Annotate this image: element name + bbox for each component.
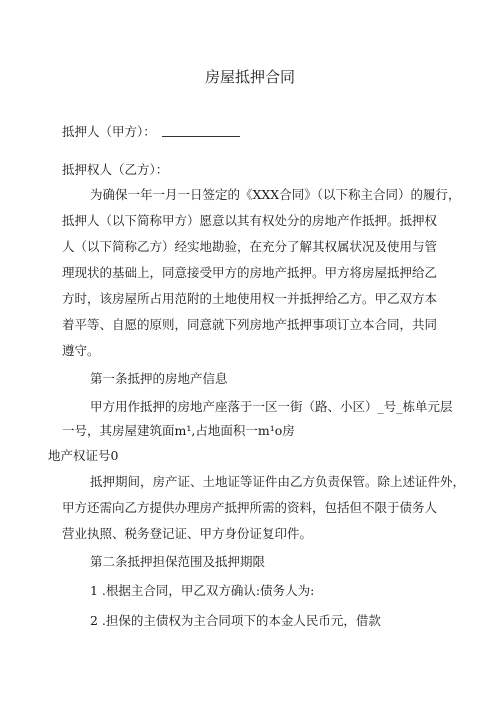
preamble-line-6: 着平等、自愿的原则，同意就下列房地产抵押事项订立本合同，共同 <box>62 317 438 332</box>
mortgagor-label: 抵押人（甲方）： <box>62 124 156 139</box>
preamble-line-3: 人（以下简称乙方）经实地勘验，在充分了解其权属状况及使用与管 <box>62 239 438 254</box>
custody-line-3: 营业执照、税务登记证、甲方身份证复印件。 <box>62 526 313 541</box>
article1-heading: 第一条抵押的房地产信息 <box>90 371 228 386</box>
custody-line-1: 抵押期间，房产证、土地证等证件由乙方负责保管。除上述证件外， <box>90 474 466 489</box>
article1-line-1: 甲方用作抵押的房地产座落于一区一街（路、小区）_号_栋单元层 <box>90 399 453 414</box>
preamble-line-4: 理现状的基础上，同意接受甲方的房地产抵押。甲方将房屋抵押给乙 <box>62 265 438 280</box>
document-title: 房屋抵押合同 <box>204 68 295 86</box>
article1-line-3: 地产权证号0 <box>48 448 119 463</box>
custody-line-2: 甲方还需向乙方提供办理房产抵押所需的资料，包括但不限于债务人 <box>62 500 438 515</box>
article2-item-1: 1 .根据主合同，甲乙双方确认:债务人为: <box>90 583 315 598</box>
mortgagee-label: 抵押权人（乙方）： <box>62 162 169 177</box>
article2-item-2: 2 .担保的主债权为主合同项下的本金人民币元，借款 <box>90 613 381 628</box>
preamble-line-5: 方时，该房屋所占用范附的土地使用权一并抵押给乙方。甲乙双方本 <box>62 291 438 306</box>
preamble-line-7: 遵守。 <box>62 343 100 358</box>
article1-line-2: 一号，其房屋建筑面m¹,占地面积一m¹o房 <box>62 423 295 438</box>
article2-heading: 第二条抵押担保范围及抵押期限 <box>90 554 266 569</box>
mortgagor-blank-field <box>162 135 240 137</box>
mortgagor-line <box>62 122 240 140</box>
preamble-line-1: 为确保一年一月一日签定的《XXX合同》（以下称主合同）的履行， <box>90 187 461 202</box>
preamble-line-2: 抵押人（以下简称甲方）愿意以其有权处分的房地产作抵押。抵押权 <box>62 213 438 228</box>
